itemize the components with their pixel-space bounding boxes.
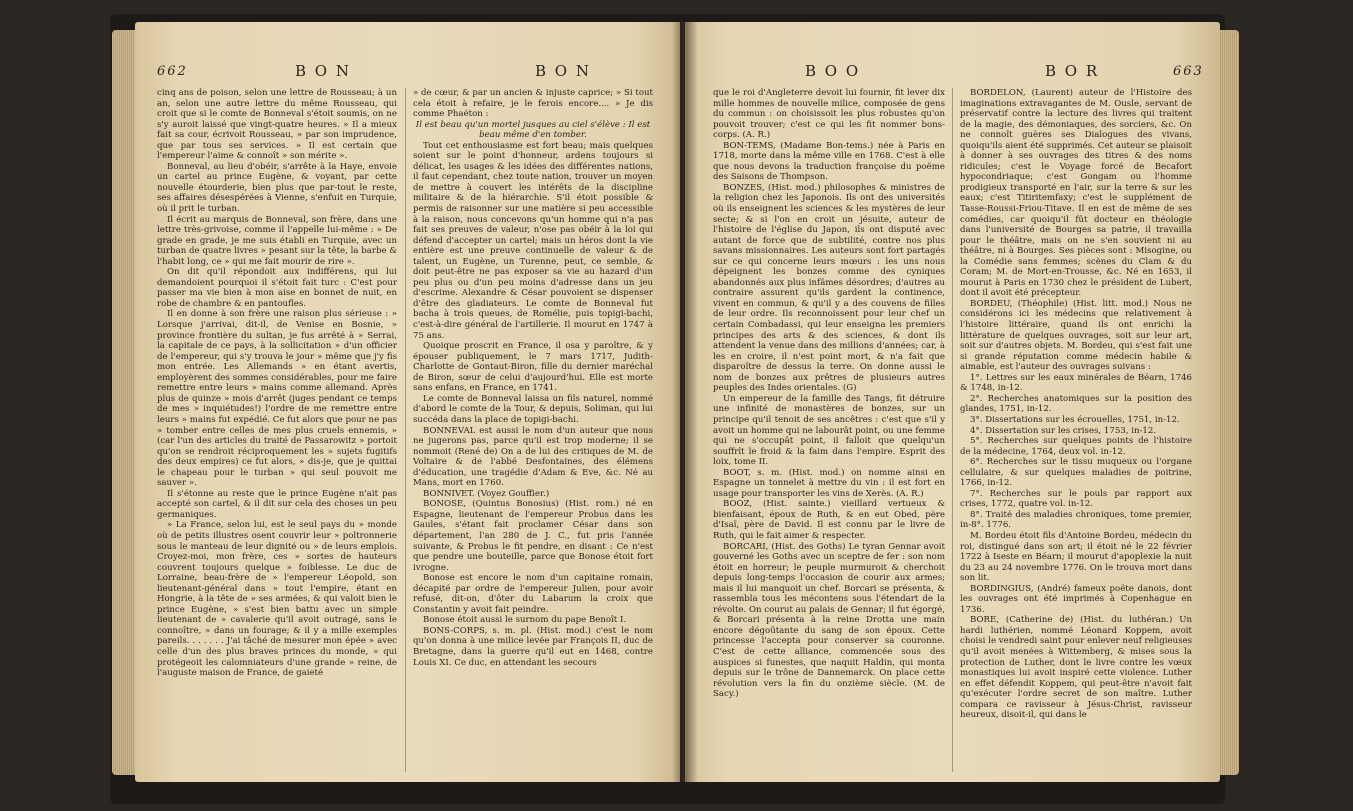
list-item: 7°. Recherches sur le pouls par rapport aux crises, 1772, quatre vol. in-12. — [960, 488, 1192, 510]
column-rule — [952, 88, 953, 772]
paragraph: On dit qu'il répondoit aux indifférens, qui lui demandoient pourquoi il s'étoit fait turc : C'est pour passer ma vie bien à mon aise en bonnet de nuit, en robe de chambre & en pantoufles. — [157, 267, 397, 309]
paragraph: Il en donne à son frère une raison plus sérieuse : » Lorsque j'arrivai, dit-il, de Venise en Bosnie, » province frontière du sultan, je fus arrêté à » Serrai, la capitale de ce pays, à la sollicitation » d'un officier de l'empereur, qui s'y trouva le jour » même que j'y fis mon entrée. Les Allemands » en étant avertis, employèrent des sommes considérables, pour me faire remettre entre leurs » mains comme allemand. Après plus de quinze » mois d'arrêt (juges pendant ce temps de mes » inquiétudes!) l'ordre de me remettre entre leurs » mains fut expédié. Ce fut alors que pour ne pas » tomber entre celles de mes plus cruels ennemis, » (car l'un des articles du traité de Passarowitz » portoit qu'on se rendroit réciproquement les » sujets fugitifs des deux empires) ce fut alors, » dis-je, que je quittai le chapeau pour le turban » qui seul pouvoit me sauver ». — [157, 309, 397, 489]
right-page-number: 663 — [1173, 64, 1204, 79]
paragraph: Bonose étoit aussi le surnom du pape Benoît I. — [423, 615, 627, 626]
right-column-1 — [713, 88, 945, 772]
paragraph: Bonose est encore le nom d'un capitaine romain, décapité par ordre de l'empereur Julien, pour avoir refusé, dit-on, d'ôter du Labarum la croix que Constantin y avoit fait peindre. — [413, 573, 653, 615]
list-item: 5°. Recherches sur quelques points de l'histoire de la médecine, 1764, deux vol. in-12. — [960, 436, 1192, 457]
book-gutter-shadow — [672, 22, 698, 782]
paragraph: » de cœur, & par un ancien & injuste caprice; » Si tout cela étoit à refaire, je le ferois encore.... » Je dis comme Phaéton : — [413, 88, 653, 120]
right-running-header — [685, 60, 1220, 84]
right-head-word-2: B O R — [1045, 62, 1100, 80]
left-head-word-2: B O N — [535, 62, 591, 80]
paragraph: Un empereur de la famille des Tangs, fit détruire une infinité de monastères de bonzes, sur un principe qu'il tenoit de ses ancêtres : c'est que s'il y avoit un homme qui ne labourât point, ou une femme qui ne s'occupât point, il falloit que quelqu'un souffrît le froid & la faim dans l'empire. Esprit des loix, tome II. — [713, 393, 945, 468]
paragraph: BONOSE, (Quintus Bonosius) (Hist. rom.) né en Espagne, lieutenant de l'empereur Probus dans les Gaules, s'étant fait proclamer César dans son département, l'an 280 de J. C., fut pris l'année suivante, & Probus le fit pendre, en disant : Ce n'est que pendre une bouteille, parce que Bonose étoit fort ivrogne. — [413, 499, 653, 573]
paragraph: BON-TEMS, (Madame Bon-tems.) née à Paris en 1718, morte dans la même ville en 1768. C'est à elle que nous devons la traduction françoise du poëme des Saisons de Thompson. — [713, 140, 945, 183]
list-item: 4°. Dissertation sur les crises, 1753, in-12. — [970, 425, 1157, 436]
paragraph: BORE, (Catherine de) (Hist. du luthéran.) Un hardi luthérien, nommé Léonard Koppem, avoit choisi le vendredi saint pour enlever neuf religieuses qu'il avoit menées à Wittemberg, & mises sous la protection de Luther, dont le livre contre les vœux monastiques lui avoit inspiré cette violence. Luther en effet défendit Koppem, qui peut-être n'avoit fait qu'exécuter l'ordre secret de son maître. Luther compara ce ravisseur à Jésus-Christ, ravisseur heureux, disoit-il, qui dans le — [960, 615, 1192, 721]
paragraph: BONNIVET. (Voyez Gouffier.) — [423, 488, 550, 499]
paragraph: Il écrit au marquis de Bonneval, son frère, dans une lettre très-grivoise, comme il l'appelle lui-même : » De grade en grade, je me suis établi en Turquie, avec un turban de quatre livres » pesant sur la tête, la barbe & l'habit long, ce » qui me fait mourir de rire ». — [157, 214, 397, 267]
verse-quote: Il est beau qu'un mortel jusques au ciel s'élève : Il est beau même d'en tomber. — [415, 119, 651, 141]
paragraph: BONNEVAL est aussi le nom d'un auteur que nous ne jugerons pas, parce qu'il est trop moderne; il se nommoit (René de) On a de lui des critiques de M. de Voltaire & de l'abbé Desfontaines, des élémens d'éducation, une tragédie d'Adam & Eve, &c. Né au Mans, mort en 1760. — [413, 425, 653, 489]
left-page-number: 662 — [157, 64, 188, 79]
paragraph: BORDEU, (Théophile) (Hist. litt. mod.) Nous ne considérons ici les médecins que relativement à l'histoire littéraire, quand ils ont enrichi la littérature de quelques ouvrages, soit sur leur art, soit sur d'autres objets. M. Bordeu, qui s'est fait une si grande réputation comme médecin habile & aimable, est l'auteur des ouvrages suivans : — [960, 298, 1192, 373]
list-item: 1°. Lettres sur les eaux minérales de Béarn, 1746 & 1748, in-12. — [960, 372, 1192, 394]
paragraph: BONZES, (Hist. mod.) philosophes & ministres de la religion chez les Japonois. Ils ont des universités où ils enseignent les sciences & les mystères de leur secte; & si l'on en croit un jésuite, auteur de l'histoire de l'église du Japon, ils ont disputé avec autant de force que de subtilité, contre nos plus savans missionnaires. Les auteurs sont fort partagés sur ce qui concerne leurs mœurs : les uns nous dépeignent les bonzes comme des cyniques abandonnés aux plus infâmes désordres; d'autres au contraire assurent qu'ils gardent la continence, vivent en commun, & qu'il y a des couvens de filles de leur ordre. Ils reconnoissent pour leur chef un certain Combadassi, qui leur enseigna les premiers principes des arts & des sciences, & dont ils attendent la venue dans des millions d'années; car, à les en croire, il n'est point mort, & n'a fait que disparoître de dessus la terre. On donne aussi le nom de bonzes aux prêtres de plusieurs autres peuples des Indes orientales. (G) — [713, 182, 945, 394]
paragraph: » La France, selon lui, est le seul pays du » monde où de petits illustres osent couvrir leur » poltronnerie sous le manteau de leur dignité ou » de leurs emplois. Croyez-moi, mon frère, ces » sortes de hauteurs couvrent toujours quelque » foiblesse. Le duc de Lorraine, beau-frère de » l'empereur Léopold, son lieutenant-général dans » tout l'empire, étant en Hongrie, à la tête de » ses armées, & qui valoit bien le prince Eugène, » s'est bien battu avec un simple lieutenant de » cavalerie qu'il avoit outragé, sans le connoître, » dans un fourage; & il y a mille exemples pareils. . . . . . . J'ai tâché de mesurer mon épée » avec celle d'un des plus braves princes du monde, » qui protégeoit les calomniateurs d'une grande » reine, de l'auguste maison de France, de gaieté — [157, 520, 397, 679]
left-head-word-1: B O N — [295, 62, 351, 80]
paragraph: Le comte de Bonneval laissa un fils naturel, nommé d'abord le comte de la Tour, & depuis, Soliman, qui lui succéda dans la place de topigi-bachi. — [413, 393, 653, 425]
list-item: 8°. Traité des maladies chroniques, tome premier, in-8°. 1776. — [960, 509, 1192, 531]
list-item: 6°. Recherches sur le tissu muqueux ou l'organe cellulaire, & sur quelques maladies de poitrine, 1766, in-12. — [960, 457, 1192, 489]
paragraph: Quoique proscrit en France, il osa y paroître, & y épouser publiquement, le 7 mars 1717, Judith-Charlotte de Gontaut-Biron, fille du dernier maréchal de Biron, sœur de celui d'aujourd'hui. Elle est morte sans enfans, en France, en 1741. — [413, 341, 653, 394]
left-running-header — [135, 60, 680, 84]
list-item: 2°. Recherches anatomiques sur la position des glandes, 1751, in-12. — [960, 393, 1192, 415]
paragraph: BORCARI, (Hist. des Goths) Le tyran Gennar avoit gouverné les Goths avec un sceptre de fer : son nom étoit en horreur; le peuple murmuroit & cherchoit depuis long-temps l'occasion de courir aux armes; mais il lui manquoit un chef. Borcari se présenta, & rassembla tous les mécontens sous l'étendart de la révolte. On courut au palais de Gennar; il fut égorgé, & Borcari présenta à la reine Drotta une main encore dégoûtante du sang de son époux. Cette princesse l'accepta pour conserver sa couronne. C'est de cette alliance, commencée sous des auspices si funestes, que naquit Haldin, qui monta depuis sur le trône de Dannemarck. On place cette révolution vers la fin du onzième siècle. (M. de Sacy.) — [713, 541, 945, 700]
paragraph: BORDINGIUS, (André) fameux poëte danois, dont les ouvrages ont été imprimés à Copenhague en 1736. — [960, 583, 1192, 615]
paragraph: cinq ans de poison, selon une lettre de Rousseau; à un an, selon une autre lettre du même Rousseau, qui croit que si le comte de Bonneval s'étoit soumis, on ne s'y auroit laissé que vingt-quatre heures. » Il a mieux fait sa cour, écrivoit Rousseau, » par son imprudence, que par tous ses services. » Il est certain que l'empereur l'aime & connoît » son mérite ». — [157, 88, 397, 162]
paragraph: Tout cet enthousiasme est fort beau; mais quelques soient sur le point d'honneur, ardens toujours si délicat, les usages & les idées des différentes nations, il faut cependant, chez toute nation, trouver un moyen de mettre à couvert les intérêts de la discipline militaire & de la hiérarchie. S'il étoit possible & permis de raisonner sur une matière si peu accessible à la raison, nous concevons qu'un homme qui n'a pas fait ses preuves de valeur, n'ose pas obéir à la loi qui défend d'accepter un cartel; mais un héros dont la vie entière est une preuve continuelle de valeur & de talent, un Eugène, un Turenne, peut, ce semble, & doit peut-être ne pas exposer sa vie au hazard d'un peu plus ou d'un peu moins d'adresse dans un jeu d'escrime. Alexandre & César pouvoient se dispenser d'être des gladiateurs. Le comte de Bonneval fut bacha à trois queues, de Romélie, puis topigi-bachi, c'est-à-dire général de l'artillerie. Il mourut en 1747 à 75 ans. — [413, 140, 653, 341]
paragraph: BOOZ, (Hist. sainte.) vieillard vertueux & bienfaisant, époux de Ruth, & en eut Obed, père d'Isaï, père de David. Il est connu par le livre de Ruth, qui le fait aimer & respecter. — [713, 499, 945, 541]
list-item: 3°. Dissertations sur les écrouelles, 1751, in-12. — [970, 414, 1180, 425]
paragraph: BORDELON, (Laurent) auteur de l'Histoire des imaginations extravagantes de M. Ousle, servant de préservatif contre la lecture des livres qui traitent de la magie, des démoniaques, des sorciers, &c. On ne connoît guères ses Dialogues des vivans, quoiqu'ils aient été supprimés. Cet auteur se plaisoit à donner à ses ouvrages des titres & des noms ridicules; c'est le Voyage forcé de Becafort hypocondriaque; c'est Gongam ou l'homme prodigieux transporté en l'air, sur la terre & sur les eaux; c'est Titiritemfaxy; c'est le supplément de Tasse-Roussi-Friou-Titave. Il en est de même de ses comédies, car quoiqu'il fût docteur en théologie dans l'université de Bourges sa patrie, il travailla pour le théâtre, mais on ne s'en souvient ni au théâtre, ni à Bourges. Ses pièces sont : Misogine, ou la Comédie sans femmes; scènes du Clam & du Coram; M. de Mort-en-Trousse, &c. Né en 1653, il mourut à Paris en 1730 chez le président de Lubert, dont il avoit été précepteur. — [960, 88, 1192, 299]
paragraph: BONS-CORPS, s. m. pl. (Hist. mod.) c'est le nom qu'on donna à une milice levée par François II, duc de Bretagne, dans la guerre qu'il eut en 1468, contre Louis XI. Ce duc, en attendant les secours — [413, 625, 653, 668]
paragraph: BOOT, s. m. (Hist. mod.) on nomme ainsi en Espagne un tonnelet à mettre du vin : il est fort en usage pour transporter les vins de Xerès. (A. R.) — [713, 467, 945, 499]
page-stack-right — [1217, 30, 1239, 775]
left-column-1 — [157, 88, 397, 772]
paragraph: Bonneval, au lieu d'obéir, s'arrête à la Haye, envoie un cartel au prince Eugène, & voyant, par cette nouvelle étourderie, bien plus que par-tout le reste, ses affaires désespérées à Vienne, s'enfuit en Turquie, où il prit le turban. — [157, 161, 397, 215]
left-column-2 — [413, 88, 653, 772]
left-page — [135, 22, 680, 782]
paragraph: Il s'étonne au reste que le prince Eugène n'ait pas accepté son cartel, & il dit sur cela des choses un peu germaniques. — [157, 488, 397, 520]
paragraph: M. Bordeu étoit fils d'Antoine Bordeu, médecin du roi, distingué dans son art; il étoit né le 22 février 1722 à Iseste en Béarn; il mourut d'apoplexie la nuit du 23 au 24 novembre 1776. On le trouva mort dans son lit. — [960, 530, 1192, 584]
right-head-word-1: B O O — [805, 62, 861, 80]
column-rule — [405, 88, 406, 772]
paragraph: que le roi d'Angleterre devoit lui fournir, fit lever dix mille hommes de nouvelle milice, composée de gens du commun : on choisissoit les plus robustes qu'on pouvoit trouver; c'est ce qui les fit nommer bons-corps. (A. R.) — [713, 88, 945, 141]
right-column-2 — [960, 88, 1192, 772]
right-page — [685, 22, 1220, 782]
